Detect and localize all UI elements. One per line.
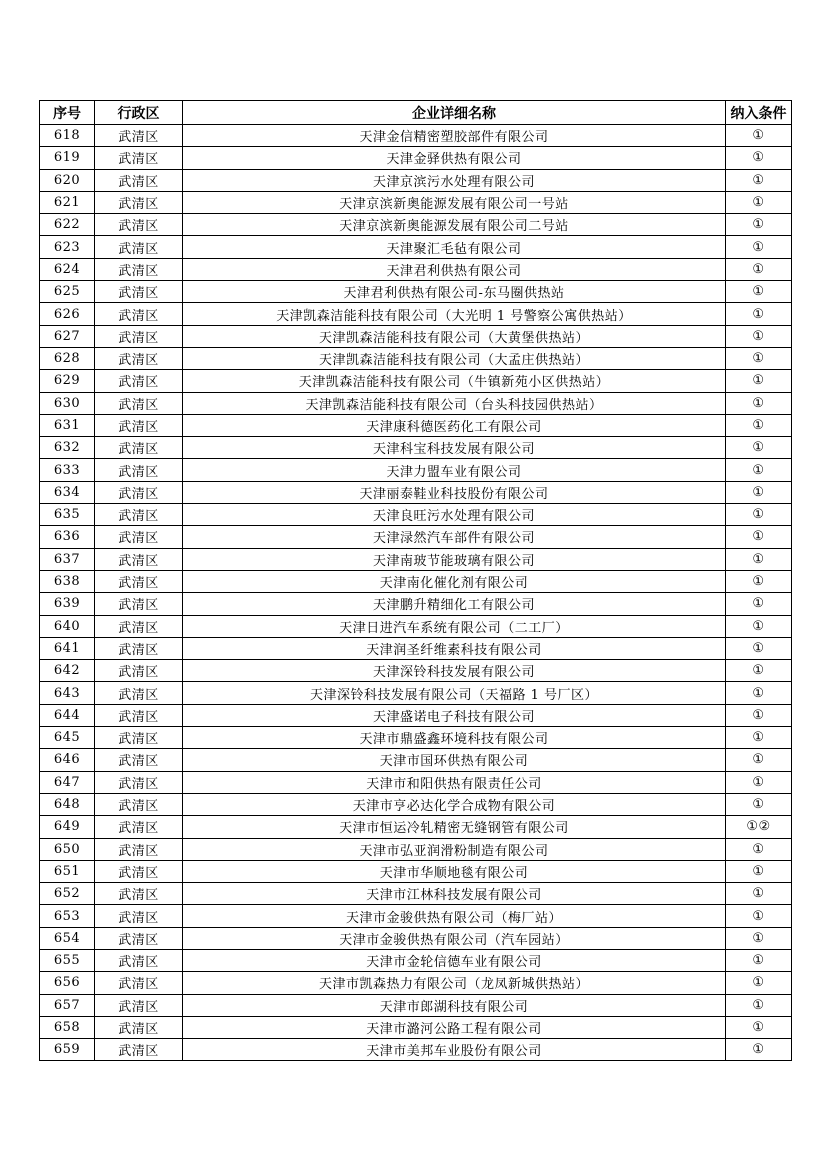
table-row (40, 437, 792, 459)
cell-name: 天津南化催化剂有限公司 (183, 570, 726, 592)
cell-name: 天津市美邦车业股份有限公司 (183, 1039, 726, 1061)
cell-district: 武清区 (95, 816, 183, 838)
cell-name: 天津市潞河公路工程有限公司 (183, 1016, 726, 1038)
cell-district: 武清区 (95, 660, 183, 682)
cell-name: 天津力盟车业有限公司 (183, 459, 726, 481)
cell-condition: ① (726, 994, 792, 1016)
cell-condition: ① (726, 459, 792, 481)
cell-district: 武清区 (95, 191, 183, 213)
cell-name: 天津市凯森热力有限公司（龙凤新城供热站） (183, 972, 726, 994)
cell-name: 天津深铃科技发展有限公司（天福路 1 号厂区） (183, 682, 726, 704)
cell-name: 天津市亨必达化学合成物有限公司 (183, 793, 726, 815)
cell-condition: ① (726, 927, 792, 949)
table-row (40, 258, 792, 280)
table-row (40, 660, 792, 682)
table-row (40, 704, 792, 726)
table-row (40, 125, 792, 147)
cell-condition: ① (726, 258, 792, 280)
cell-district: 武清区 (95, 949, 183, 971)
table-row (40, 972, 792, 994)
cell-district: 武清区 (95, 370, 183, 392)
cell-condition: ① (726, 660, 792, 682)
table-row (40, 347, 792, 369)
cell-district: 武清区 (95, 548, 183, 570)
cell-district: 武清区 (95, 994, 183, 1016)
cell-name: 天津市恒运冷轧精密无缝钢管有限公司 (183, 816, 726, 838)
cell-name: 天津市金轮信德车业有限公司 (183, 949, 726, 971)
cell-seq: 656 (40, 972, 95, 994)
cell-seq: 649 (40, 816, 95, 838)
cell-name: 天津京滨新奥能源发展有限公司一号站 (183, 191, 726, 213)
cell-district: 武清区 (95, 437, 183, 459)
cell-seq: 626 (40, 303, 95, 325)
table-row (40, 615, 792, 637)
cell-name: 天津润圣纤维素科技有限公司 (183, 637, 726, 659)
cell-district: 武清区 (95, 727, 183, 749)
cell-seq: 645 (40, 727, 95, 749)
cell-district: 武清区 (95, 905, 183, 927)
table-row (40, 637, 792, 659)
cell-seq: 622 (40, 214, 95, 236)
cell-seq: 627 (40, 325, 95, 347)
cell-district: 武清区 (95, 169, 183, 191)
table-row (40, 147, 792, 169)
cell-name: 天津凯森洁能科技有限公司（大黄堡供热站） (183, 325, 726, 347)
cell-name: 天津金驿供热有限公司 (183, 147, 726, 169)
cell-district: 武清区 (95, 281, 183, 303)
table-row (40, 325, 792, 347)
cell-name: 天津市郎湖科技有限公司 (183, 994, 726, 1016)
cell-district: 武清区 (95, 593, 183, 615)
cell-district: 武清区 (95, 972, 183, 994)
header-district: 行政区 (95, 101, 183, 125)
table-row (40, 548, 792, 570)
cell-condition: ① (726, 526, 792, 548)
header-condition: 纳入条件 (726, 101, 792, 125)
table-row (40, 414, 792, 436)
cell-condition: ① (726, 905, 792, 927)
cell-condition: ① (726, 437, 792, 459)
cell-name: 天津鹏升精细化工有限公司 (183, 593, 726, 615)
cell-name: 天津盛诺电子科技有限公司 (183, 704, 726, 726)
cell-condition: ① (726, 281, 792, 303)
cell-name: 天津君利供热有限公司 (183, 258, 726, 280)
cell-condition: ① (726, 749, 792, 771)
cell-seq: 658 (40, 1016, 95, 1038)
cell-condition: ① (726, 236, 792, 258)
cell-seq: 657 (40, 994, 95, 1016)
cell-condition: ① (726, 615, 792, 637)
cell-name: 天津君利供热有限公司-东马圈供热站 (183, 281, 726, 303)
cell-seq: 618 (40, 125, 95, 147)
cell-condition: ① (726, 593, 792, 615)
cell-condition: ① (726, 370, 792, 392)
cell-name: 天津南玻节能玻璃有限公司 (183, 548, 726, 570)
cell-name: 天津市金骏供热有限公司（汽车园站） (183, 927, 726, 949)
cell-condition: ① (726, 949, 792, 971)
cell-name: 天津京滨污水处理有限公司 (183, 169, 726, 191)
table-row (40, 771, 792, 793)
cell-seq: 640 (40, 615, 95, 637)
table-row (40, 860, 792, 882)
cell-district: 武清区 (95, 883, 183, 905)
table-row (40, 883, 792, 905)
table-row (40, 927, 792, 949)
table-row (40, 459, 792, 481)
cell-seq: 621 (40, 191, 95, 213)
cell-seq: 625 (40, 281, 95, 303)
cell-seq: 648 (40, 793, 95, 815)
cell-seq: 651 (40, 860, 95, 882)
cell-name: 天津科宝科技发展有限公司 (183, 437, 726, 459)
cell-district: 武清区 (95, 793, 183, 815)
cell-seq: 635 (40, 504, 95, 526)
cell-district: 武清区 (95, 838, 183, 860)
cell-seq: 630 (40, 392, 95, 414)
cell-condition: ① (726, 972, 792, 994)
cell-condition: ① (726, 682, 792, 704)
cell-district: 武清区 (95, 682, 183, 704)
cell-district: 武清区 (95, 147, 183, 169)
cell-condition: ① (726, 548, 792, 570)
cell-district: 武清区 (95, 414, 183, 436)
cell-district: 武清区 (95, 504, 183, 526)
cell-condition: ① (726, 169, 792, 191)
table-body (40, 125, 792, 1061)
table-row (40, 169, 792, 191)
cell-district: 武清区 (95, 771, 183, 793)
cell-condition: ① (726, 392, 792, 414)
cell-district: 武清区 (95, 481, 183, 503)
cell-condition: ① (726, 191, 792, 213)
table-row (40, 1039, 792, 1061)
cell-name: 天津市江林科技发展有限公司 (183, 883, 726, 905)
cell-condition: ① (726, 481, 792, 503)
cell-condition: ① (726, 325, 792, 347)
cell-district: 武清区 (95, 704, 183, 726)
table-header-row (40, 101, 792, 125)
cell-condition: ① (726, 414, 792, 436)
cell-name: 天津市华顺地毯有限公司 (183, 860, 726, 882)
cell-district: 武清区 (95, 1039, 183, 1061)
table-row (40, 236, 792, 258)
table-row (40, 191, 792, 213)
table-row (40, 281, 792, 303)
table-row (40, 816, 792, 838)
table-row (40, 727, 792, 749)
cell-condition: ① (726, 1039, 792, 1061)
cell-condition: ① (726, 303, 792, 325)
cell-district: 武清区 (95, 258, 183, 280)
cell-condition: ① (726, 860, 792, 882)
cell-district: 武清区 (95, 125, 183, 147)
cell-condition: ①② (726, 816, 792, 838)
cell-district: 武清区 (95, 459, 183, 481)
cell-name: 天津凯森洁能科技有限公司（大孟庄供热站） (183, 347, 726, 369)
cell-name: 天津渌然汽车部件有限公司 (183, 526, 726, 548)
header-seq: 序号 (40, 101, 95, 125)
table-row (40, 214, 792, 236)
cell-name: 天津凯森洁能科技有限公司（牛镇新苑小区供热站） (183, 370, 726, 392)
document-page (39, 100, 791, 1061)
table-row (40, 303, 792, 325)
table-row (40, 481, 792, 503)
cell-name: 天津市弘亚润滑粉制造有限公司 (183, 838, 726, 860)
cell-seq: 619 (40, 147, 95, 169)
table-row (40, 994, 792, 1016)
cell-seq: 647 (40, 771, 95, 793)
cell-seq: 654 (40, 927, 95, 949)
table-row (40, 370, 792, 392)
cell-condition: ① (726, 214, 792, 236)
cell-seq: 650 (40, 838, 95, 860)
cell-district: 武清区 (95, 325, 183, 347)
cell-seq: 646 (40, 749, 95, 771)
cell-seq: 644 (40, 704, 95, 726)
cell-seq: 659 (40, 1039, 95, 1061)
cell-condition: ① (726, 637, 792, 659)
cell-name: 天津市鼎盛鑫环境科技有限公司 (183, 727, 726, 749)
cell-seq: 629 (40, 370, 95, 392)
cell-district: 武清区 (95, 615, 183, 637)
table-row (40, 905, 792, 927)
cell-condition: ① (726, 504, 792, 526)
cell-seq: 639 (40, 593, 95, 615)
cell-name: 天津丽泰鞋业科技股份有限公司 (183, 481, 726, 503)
cell-name: 天津康科德医药化工有限公司 (183, 414, 726, 436)
cell-condition: ① (726, 570, 792, 592)
table-row (40, 749, 792, 771)
cell-seq: 643 (40, 682, 95, 704)
cell-name: 天津市金骏供热有限公司（梅厂站） (183, 905, 726, 927)
header-name: 企业详细名称 (183, 101, 726, 125)
cell-district: 武清区 (95, 749, 183, 771)
cell-seq: 631 (40, 414, 95, 436)
cell-name: 天津凯森洁能科技有限公司（台头科技园供热站） (183, 392, 726, 414)
cell-name: 天津金信精密塑胶部件有限公司 (183, 125, 726, 147)
cell-district: 武清区 (95, 214, 183, 236)
cell-district: 武清区 (95, 927, 183, 949)
cell-seq: 636 (40, 526, 95, 548)
cell-district: 武清区 (95, 570, 183, 592)
table-row (40, 392, 792, 414)
cell-condition: ① (726, 147, 792, 169)
table-row (40, 526, 792, 548)
table-row (40, 949, 792, 971)
cell-condition: ① (726, 883, 792, 905)
cell-name: 天津深铃科技发展有限公司 (183, 660, 726, 682)
cell-seq: 638 (40, 570, 95, 592)
cell-seq: 653 (40, 905, 95, 927)
cell-name: 天津市和阳供热有限责任公司 (183, 771, 726, 793)
cell-district: 武清区 (95, 1016, 183, 1038)
cell-seq: 624 (40, 258, 95, 280)
cell-name: 天津聚汇毛毡有限公司 (183, 236, 726, 258)
cell-district: 武清区 (95, 392, 183, 414)
cell-name: 天津日进汽车系统有限公司（二工厂） (183, 615, 726, 637)
cell-seq: 628 (40, 347, 95, 369)
table-row (40, 838, 792, 860)
cell-district: 武清区 (95, 303, 183, 325)
table-row (40, 504, 792, 526)
enterprise-table (39, 100, 792, 1061)
cell-district: 武清区 (95, 347, 183, 369)
cell-condition: ① (726, 771, 792, 793)
cell-district: 武清区 (95, 526, 183, 548)
cell-condition: ① (726, 1016, 792, 1038)
table-row (40, 570, 792, 592)
cell-condition: ① (726, 793, 792, 815)
cell-seq: 632 (40, 437, 95, 459)
table-row (40, 1016, 792, 1038)
cell-condition: ① (726, 838, 792, 860)
cell-name: 天津市国环供热有限公司 (183, 749, 726, 771)
table-row (40, 793, 792, 815)
cell-name: 天津京滨新奥能源发展有限公司二号站 (183, 214, 726, 236)
table-row (40, 682, 792, 704)
cell-seq: 637 (40, 548, 95, 570)
cell-condition: ① (726, 347, 792, 369)
cell-seq: 634 (40, 481, 95, 503)
cell-seq: 642 (40, 660, 95, 682)
cell-seq: 641 (40, 637, 95, 659)
table-row (40, 593, 792, 615)
cell-name: 天津凯森洁能科技有限公司（大光明 1 号警察公寓供热站） (183, 303, 726, 325)
cell-seq: 620 (40, 169, 95, 191)
cell-name: 天津良旺污水处理有限公司 (183, 504, 726, 526)
cell-district: 武清区 (95, 637, 183, 659)
cell-seq: 623 (40, 236, 95, 258)
cell-district: 武清区 (95, 236, 183, 258)
cell-seq: 652 (40, 883, 95, 905)
cell-condition: ① (726, 727, 792, 749)
cell-district: 武清区 (95, 860, 183, 882)
cell-seq: 633 (40, 459, 95, 481)
cell-condition: ① (726, 125, 792, 147)
cell-condition: ① (726, 704, 792, 726)
cell-seq: 655 (40, 949, 95, 971)
